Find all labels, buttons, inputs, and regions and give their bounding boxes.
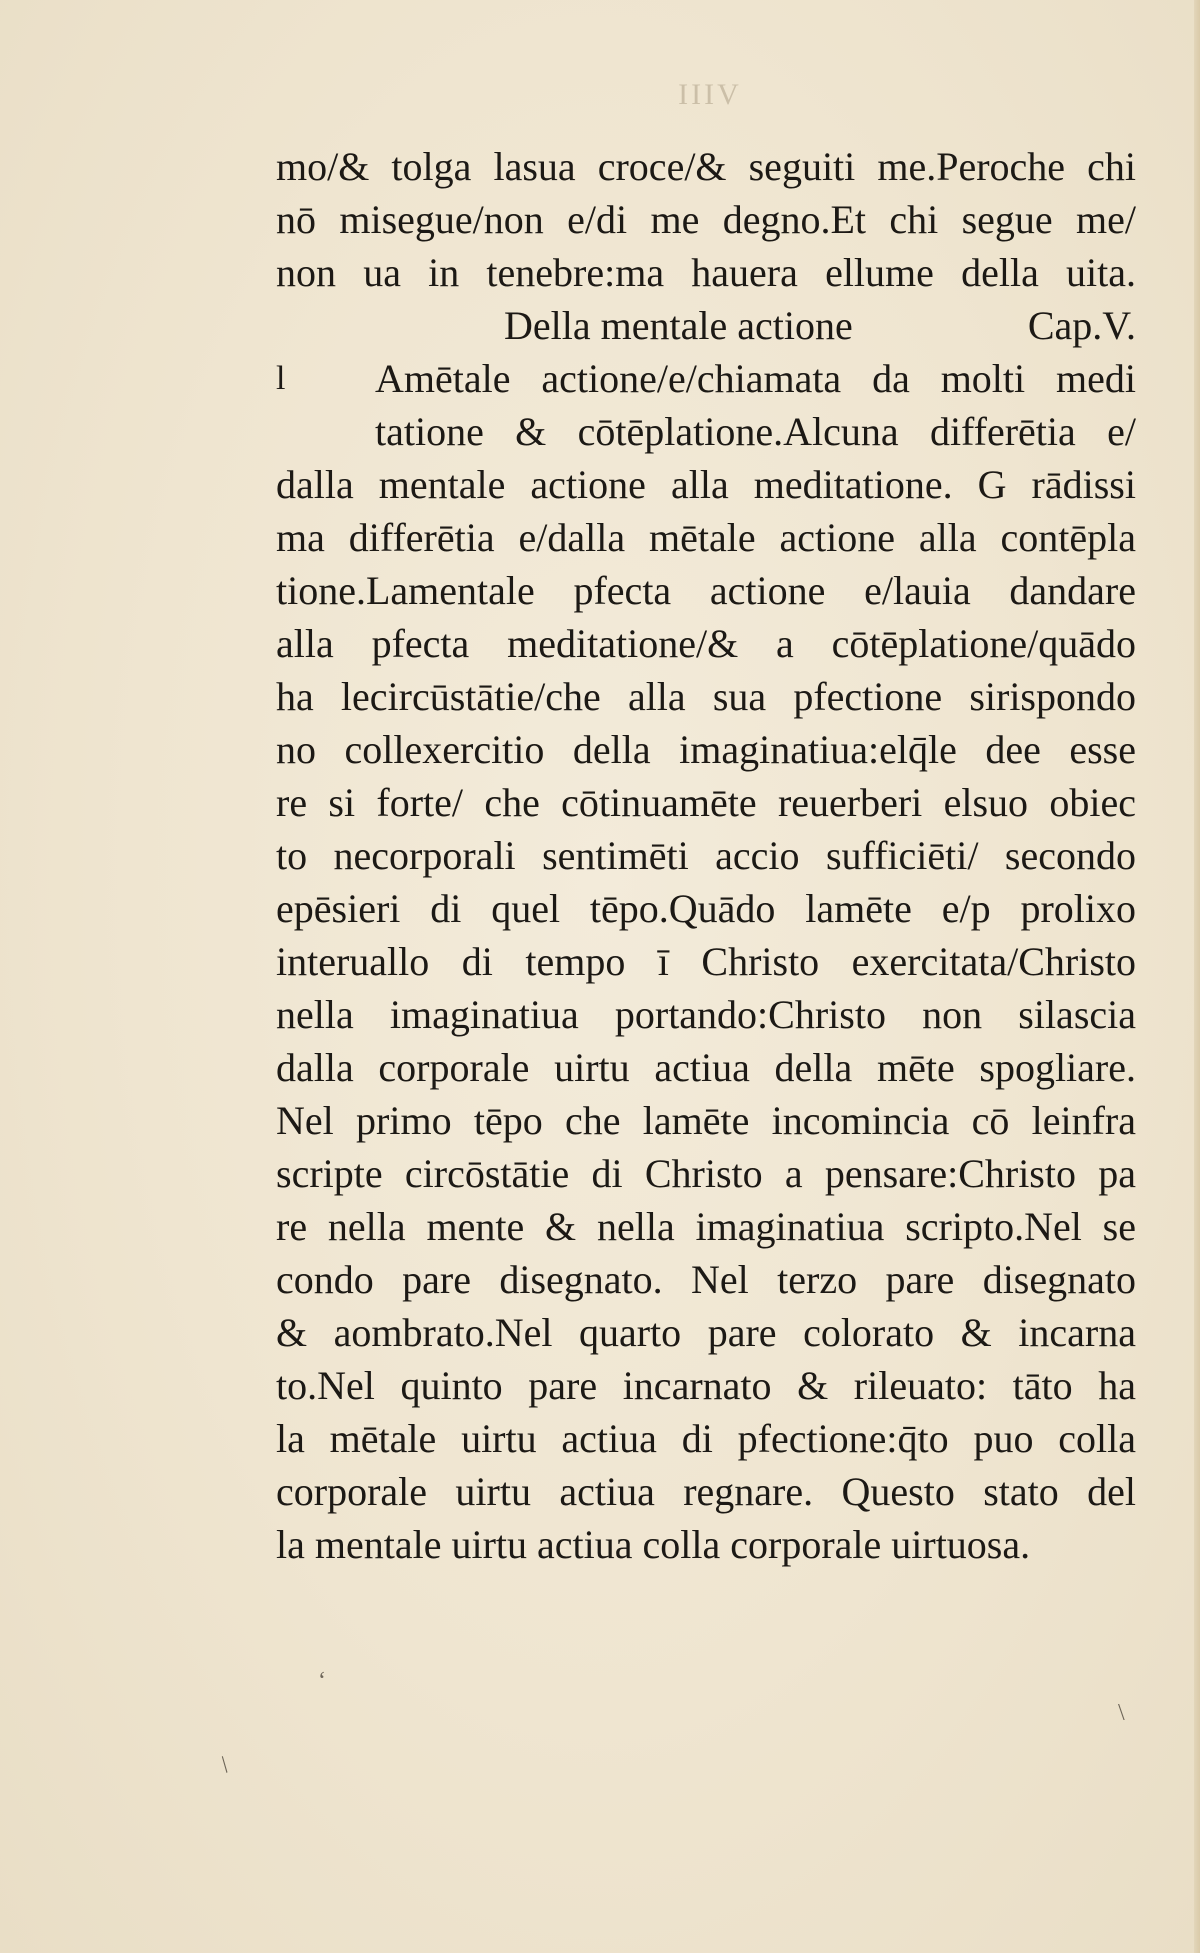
chapter-heading [276, 299, 1136, 352]
text-line: no collexercitio della imaginatiua:elq̄le dee esse [276, 727, 1136, 772]
text-line: dalla mentale actione alla meditatione. G rādissi [276, 462, 1136, 507]
text-line: alla pfecta meditatione/& a cōtēplatione/quādo [276, 621, 1136, 666]
text-line: nō misegue/non e/di me degno.Et chi segue me/ [276, 197, 1136, 242]
text-line: scripte circōstātie di Christo a pensare:Christo pa [276, 1151, 1136, 1196]
ink-speck: ʻ [318, 1668, 326, 1694]
text-line: tatione & cōtēplatione.Alcuna differētia e/ [375, 409, 1136, 454]
guide-letter: l [276, 360, 286, 397]
ink-speck: \ [1118, 1700, 1125, 1726]
page-edge [1194, 0, 1200, 1953]
text-line: re si forte/ che cōtinuamēte reuerberi elsuo obiec [276, 780, 1136, 825]
text-line: non ua in tenebre:ma hauera ellume della uita. [276, 250, 1136, 295]
text-line: corporale uirtu actiua regnare. Questo stato del [276, 1469, 1136, 1514]
text-line: & aombrato.Nel quarto pare colorato & incarna [276, 1310, 1136, 1355]
text-line: dalla corporale uirtu actiua della mēte spogliare. [276, 1045, 1136, 1090]
initial-line [276, 352, 1136, 405]
text-line: to.Nel quinto pare incarnato & rileuato: tāto ha [276, 1363, 1136, 1408]
text-line: Nel primo tēpo che lamēte incomincia cō leinfra [276, 1098, 1136, 1143]
text-line: tione.Lamentale pfecta actione e/lauia dandare [276, 568, 1136, 613]
text-line: nella imaginatiua portando:Christo non silascia [276, 992, 1136, 1037]
text-block [276, 140, 1136, 1571]
text-line: interuallo di tempo ī Christo exercitata/Christo [276, 939, 1136, 984]
text-line: ha lecircūstātie/che alla sua pfectione sirispondo [276, 674, 1136, 719]
text-line: re nella mente & nella imaginatiua scripto.Nel se [276, 1204, 1136, 1249]
text-line: to necorporali sentimēti accio sufficiēti/ secondo [276, 833, 1136, 878]
text-line: la mentale uirtu actiua colla corporale uirtuosa. [276, 1522, 1031, 1567]
folio-number: IIIV [678, 78, 742, 111]
chapter-number: Cap.V. [1027, 303, 1136, 348]
text-line: condo pare disegnato. Nel terzo pare disegnato [276, 1257, 1136, 1302]
text-line: Amētale actione/e/chiamata da molti medi [375, 356, 1136, 401]
text-line: epēsieri di quel tēpo.Quādo lamēte e/p prolixo [276, 886, 1136, 931]
text-line: ma differētia e/dalla mētale actione alla contēpla [276, 515, 1136, 560]
chapter-title: Della mentale actione [504, 303, 853, 348]
ink-speck: / [214, 1752, 236, 1778]
text-line: mo/& tolga lasua croce/& seguiti me.Peroche chi [276, 144, 1136, 189]
text-line: la mētale uirtu actiua di pfectione:q̄to puo colla [276, 1416, 1136, 1461]
